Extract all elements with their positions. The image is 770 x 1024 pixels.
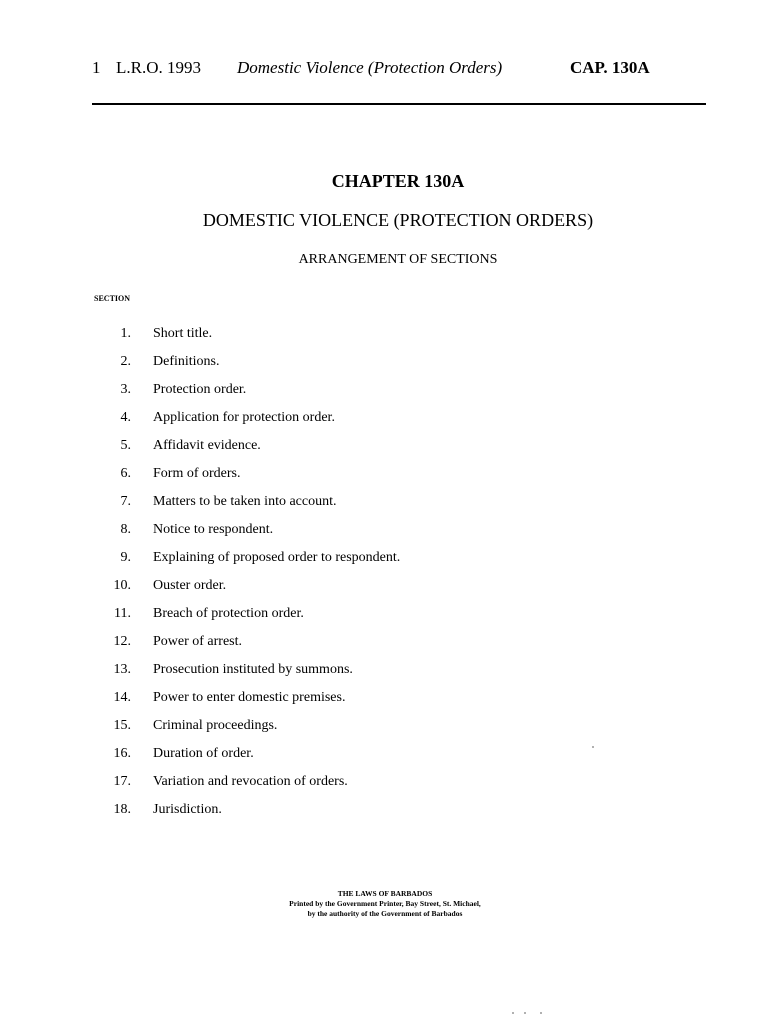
section-number: 5. — [120, 438, 131, 453]
section-number: 15. — [113, 718, 131, 733]
section-item — [100, 802, 600, 830]
header-act-title: Domestic Violence (Protection Orders) — [237, 58, 503, 77]
section-title: Power of arrest. — [153, 634, 243, 649]
section-item — [100, 354, 600, 382]
section-item — [100, 578, 600, 606]
section-number: 3. — [120, 382, 131, 397]
section-title: Ouster order. — [153, 578, 227, 593]
section-title: Jurisdiction. — [153, 802, 222, 817]
printer-footer — [0, 889, 770, 919]
section-title: Affidavit evidence. — [153, 438, 261, 453]
section-item — [100, 746, 600, 774]
section-item — [100, 522, 600, 550]
scan-speck — [540, 1012, 542, 1014]
section-number: 17. — [113, 774, 131, 789]
section-number: 2. — [120, 354, 131, 369]
section-title: Criminal proceedings. — [153, 718, 278, 733]
section-title: Protection order. — [153, 382, 247, 397]
section-item — [100, 690, 600, 718]
section-number: 11. — [114, 606, 131, 621]
scan-speck — [592, 746, 594, 748]
section-number: 13. — [113, 662, 131, 677]
scan-speck — [512, 1012, 514, 1014]
section-title: Matters to be taken into account. — [153, 494, 337, 509]
section-item — [100, 774, 600, 802]
section-number: 12. — [113, 634, 131, 649]
section-title: Power to enter domestic premises. — [153, 690, 346, 705]
section-title: Notice to respondent. — [153, 522, 274, 537]
section-item — [100, 410, 600, 438]
act-heading: DOMESTIC VIOLENCE (PROTECTION ORDERS) — [202, 210, 594, 230]
running-header — [92, 58, 706, 82]
footer-printer-line: Printed by the Government Printer, Bay Street, St. Michael, — [289, 899, 481, 908]
revision-label: L.R.O. 1993 — [116, 58, 201, 77]
footer-laws-title: THE LAWS OF BARBADOS — [337, 889, 433, 898]
section-item — [100, 634, 600, 662]
section-title: Prosecution instituted by summons. — [153, 662, 353, 677]
section-number: 8. — [120, 522, 131, 537]
section-item — [100, 382, 600, 410]
section-item — [100, 718, 600, 746]
header-divider — [92, 103, 706, 105]
section-number: 7. — [120, 494, 131, 509]
section-number: 10. — [113, 578, 131, 593]
arrangement-heading: ARRANGEMENT OF SECTIONS — [298, 252, 498, 267]
section-title: Breach of protection order. — [153, 606, 304, 621]
section-item — [100, 662, 600, 690]
page-number: 1 — [92, 58, 101, 77]
section-item — [100, 606, 600, 634]
scan-speck — [524, 1012, 526, 1014]
section-title: Duration of order. — [153, 746, 254, 761]
chapter-reference: CAP. 130A — [570, 58, 650, 77]
section-item — [100, 466, 600, 494]
section-item — [100, 550, 600, 578]
section-number: 6. — [120, 466, 131, 481]
section-item — [100, 438, 600, 466]
section-number: 1. — [120, 326, 131, 341]
footer-authority-line: by the authority of the Government of Barbados — [307, 909, 463, 918]
section-column-label: SECTION — [94, 294, 131, 303]
section-number: 18. — [113, 802, 131, 817]
section-title: Form of orders. — [153, 466, 241, 481]
section-title: Application for protection order. — [153, 410, 335, 425]
section-item — [100, 326, 600, 354]
chapter-heading: CHAPTER 130A — [331, 171, 465, 191]
section-item — [100, 494, 600, 522]
section-number: 4. — [120, 410, 131, 425]
section-number: 16. — [113, 746, 131, 761]
section-title: Variation and revocation of orders. — [153, 774, 348, 789]
section-number: 9. — [120, 550, 131, 565]
section-title: Short title. — [153, 326, 213, 341]
section-number: 14. — [113, 690, 131, 705]
sections-list — [100, 326, 600, 830]
section-title: Explaining of proposed order to respondent. — [153, 550, 401, 565]
section-title: Definitions. — [153, 354, 220, 369]
